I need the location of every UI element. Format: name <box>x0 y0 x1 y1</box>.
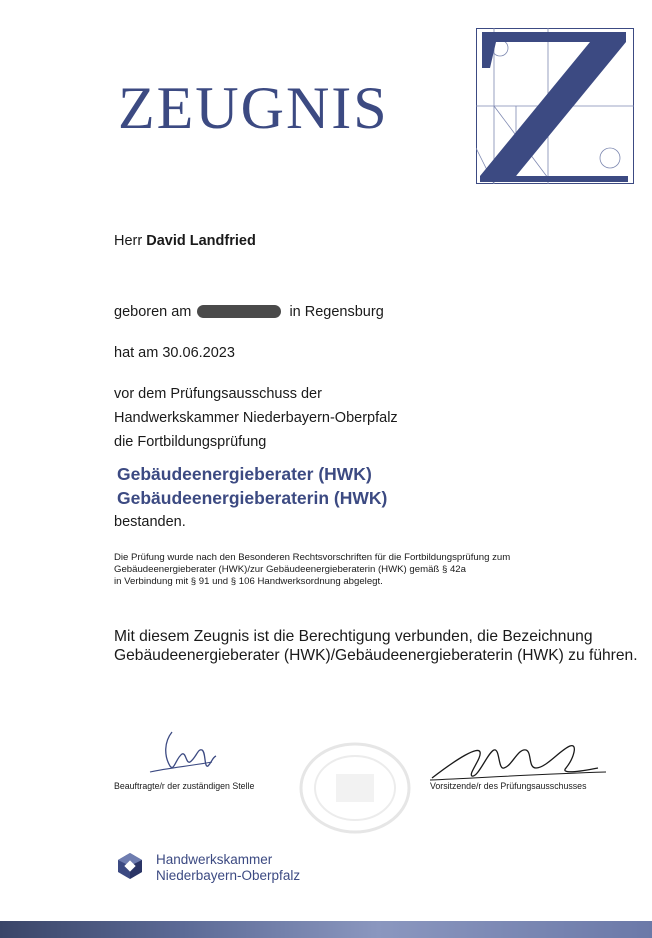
z-monogram-logo <box>476 28 634 184</box>
course-title-m: Gebäudeenergieberater (HWK) <box>117 464 372 484</box>
document-title: ZEUGNIS <box>118 75 389 141</box>
born-prefix: geboren am <box>114 304 192 320</box>
org-name-line-1: Handwerkskammer <box>156 852 273 867</box>
right-signature-caption: Vorsitzende/r des Prüfungsausschusses <box>430 781 587 791</box>
left-signature-caption: Beauftragte/r der zuständigen Stelle <box>114 781 255 791</box>
body-line-3: die Fortbildungsprüfung <box>114 434 267 450</box>
course-title-f: Gebäudeenergieberaterin (HWK) <box>117 488 388 508</box>
legal-note-3: in Verbindung mit § 91 und § 106 Handwerksordnung abgelegt. <box>114 576 383 587</box>
recipient-name: David Landfried <box>146 233 256 249</box>
salutation: Herr <box>114 233 143 249</box>
org-name-line-2: Niederbayern-Oberpfalz <box>156 868 301 883</box>
recipient-line <box>114 232 256 250</box>
hwk-cube-logo <box>116 852 144 880</box>
exam-date-line: hat am 30.06.2023 <box>114 345 235 361</box>
footer-color-bar <box>0 921 652 938</box>
legal-note-1: Die Prüfung wurde nach den Besonderen Rechtsvorschriften für die Fortbildungsprüfung zum <box>114 552 511 563</box>
result-text: bestanden. <box>114 514 186 530</box>
birth-line <box>114 303 384 321</box>
entitlement-line-1: Mit diesem Zeugnis ist die Berechtigung verbunden, die Bezeichnung <box>114 628 593 645</box>
born-suffix: in Regensburg <box>289 304 384 320</box>
entitlement-line-2: Gebäudeenergieberater (HWK)/Gebäudeenergieberaterin (HWK) zu führen. <box>114 647 638 664</box>
body-line-2: Handwerkskammer Niederbayern-Oberpfalz <box>114 410 398 426</box>
body-line-1: vor dem Prüfungsausschuss der <box>114 386 322 402</box>
legal-note-2: Gebäudeenergieberater (HWK)/zur Gebäudeenergieberaterin (HWK) gemäß § 42a <box>114 564 466 575</box>
left-signature <box>146 728 220 780</box>
redacted-birthdate <box>197 305 281 318</box>
embossed-seal <box>296 740 414 836</box>
right-signature <box>428 738 608 784</box>
